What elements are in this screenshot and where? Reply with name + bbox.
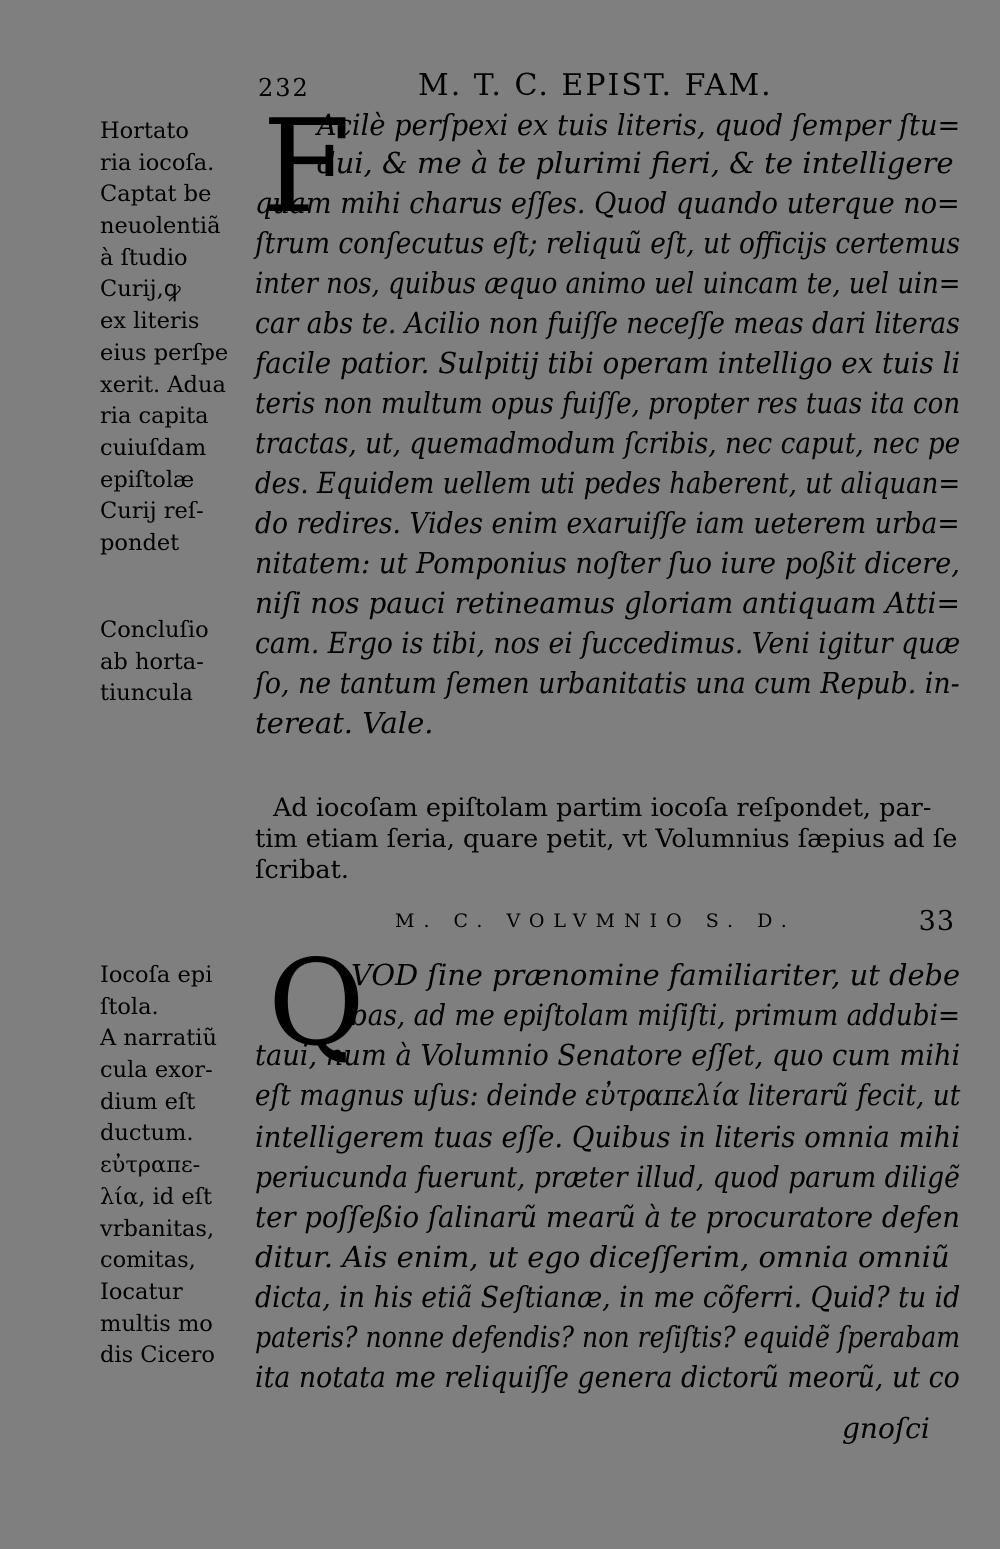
- marginal-note-line: Iocatur: [100, 1278, 183, 1305]
- marginal-note-line: Iocoſa epi: [100, 962, 213, 988]
- letter-line: pateris? nonne defendis? non reſiſtis? equidẽ ſperabam: [255, 1320, 961, 1354]
- letter-line: teris non multum opus fuiſſe, propter res tuas ita con: [255, 386, 961, 420]
- marginal-note-line: pondet: [100, 529, 180, 556]
- letter-line: dicta, in his etiã Seſtianæ, in me cõferri. Quid? tu id: [255, 1280, 961, 1314]
- letter-line: periucunda fuerunt, præter illud, quod parum diligẽ: [255, 1160, 960, 1194]
- marginal-note-line: ductum.: [100, 1120, 194, 1147]
- argument-line: ſcribat.: [255, 855, 349, 885]
- argument-line: tim etiam ſeria, quare petit, vt Volumnius ſæpius ad ſe: [255, 824, 958, 854]
- letter-line: dui, & me à te plurimi fieri, & te intelligere: [317, 146, 954, 180]
- marginal-note-line: dis Cicero: [100, 1342, 215, 1369]
- salutation: M. C. VOLVMNIO S. D.: [395, 910, 796, 932]
- letter-line: ſo, ne tantum ſemen urbanitatis una cum Repub. in-: [255, 666, 960, 700]
- letter-line: ſtrum conſecutus eſt; reliquũ eſt, ut officijs certemus: [255, 226, 961, 260]
- marginal-notes-1b: [100, 615, 240, 710]
- letter-line: tractas, ut, quemadmodum ſcribis, nec caput, nec pe: [255, 426, 961, 460]
- marginal-note-line: εὐτραπε-: [100, 1152, 201, 1179]
- letter-body-2: [255, 958, 961, 1394]
- letter-line: taui, num à Volumnio Senatore eſſet, quo cum mihi: [255, 1038, 961, 1072]
- drop-cap-initial: Q: [268, 934, 365, 1072]
- marginal-note-line: Captat be: [100, 181, 212, 208]
- letter-line: facile patior. Sulpitij tibi operam intelligo ex tuis li: [255, 346, 961, 380]
- marginal-note-line: tiuncula: [100, 680, 193, 707]
- letter-line: tereat. Vale.: [255, 706, 434, 740]
- letter-line: niſi nos pauci retineamus gloriam antiquam Atti=: [255, 586, 960, 620]
- marginal-note-line: ex literis: [100, 308, 200, 335]
- marginal-note-line: vrbanitas,: [100, 1215, 215, 1242]
- marginal-note-line: Curij reſ-: [100, 498, 204, 525]
- marginal-note-line: epiſtolæ: [100, 466, 195, 493]
- letter-line: cam. Ergo is tibi, nos ei ſuccedimus. Veni igitur quæ: [255, 626, 961, 660]
- marginal-note-line: ria capita: [100, 403, 209, 430]
- marginal-note-line: Curij,ꝙ: [100, 276, 181, 303]
- marginal-note-line: λία, id eſt: [100, 1183, 213, 1210]
- marginal-note-line: Concluſio: [100, 617, 209, 643]
- marginal-note-line: comitas,: [100, 1247, 196, 1274]
- argument-summary: [255, 793, 960, 886]
- marginal-note-line: ria iocoſa.: [100, 149, 215, 176]
- letter-line: VOD ſine prænomine familiariter, ut debe: [351, 958, 961, 992]
- letter-line: ter poſſeßio ſalinarũ mearũ à te procuratore defen: [255, 1200, 961, 1234]
- letter-line: quam mihi charus eſſes. Quod quando uterque no=: [255, 186, 960, 220]
- running-header: [258, 68, 958, 110]
- marginal-note-line: à ſtudio: [100, 244, 188, 271]
- marginal-note-line: multis mo: [100, 1310, 213, 1337]
- letter-line: car abs te. Acilio non fuiſſe neceſſe meas dari literas: [255, 306, 960, 340]
- marginal-note-line: neuolentiã: [100, 213, 221, 240]
- argument-line: Ad iocoſam epiſtolam partim iocoſa reſpondet, par-: [273, 793, 932, 823]
- letter-line: nitatem: ut Pomponius noſter ſuo iure poßit dicere,: [255, 546, 960, 580]
- letter-line: des. Equidem uellem uti pedes haberent, ut aliquan=: [255, 466, 961, 500]
- marginal-note-line: eius perſpe: [100, 339, 229, 366]
- marginal-notes-1a: [100, 116, 240, 560]
- letter-line: Acilè perſpexi ex tuis literis, quod ſemper ſtu=: [317, 108, 961, 142]
- running-head-title: M. T. C. EPIST. FAM.: [418, 68, 773, 103]
- marginal-note-line: ab horta-: [100, 648, 204, 675]
- letter-line: eſt magnus uſus: deinde εὐτραπελία literarũ fecit, ut: [255, 1078, 961, 1112]
- marginal-notes-2: [100, 960, 240, 1372]
- marginal-note-line: ſtola.: [100, 993, 159, 1020]
- letter-line: do redires. Vides enim exaruiſſe iam ueterem urba=: [255, 506, 960, 540]
- marginal-note-line: cula exor-: [100, 1057, 213, 1084]
- letter-body-1: [255, 108, 960, 748]
- letter-line: ditur. Ais enim, ut ego diceſſerim, omnia omniũ: [255, 1240, 950, 1274]
- salutation-header: [395, 906, 955, 944]
- letter-line: ita notata me reliquiſſe genera dictorũ meorũ, ut co: [255, 1360, 960, 1394]
- letter-line: bas, ad me epiſtolam miſiſti, primum addubi=: [351, 998, 960, 1032]
- marginal-note-line: cuiuſdam: [100, 434, 207, 461]
- page-number: 33: [918, 906, 955, 937]
- catchword: gnoſci: [842, 1412, 930, 1445]
- page-number: 232: [258, 74, 310, 102]
- letter-line: intelligerem tuas eſſe. Quibus in literis omnia mihi: [255, 1120, 960, 1154]
- letter-line: inter nos, quibus æquo animo uel uincam te, uel uin=: [255, 266, 961, 300]
- marginal-note-line: Hortato: [100, 118, 189, 144]
- drop-cap-initial: F: [262, 93, 351, 242]
- marginal-note-line: dium eſt: [100, 1088, 196, 1115]
- marginal-note-line: xerit. Adua: [100, 371, 226, 398]
- marginal-note-line: A narratiũ: [100, 1025, 217, 1052]
